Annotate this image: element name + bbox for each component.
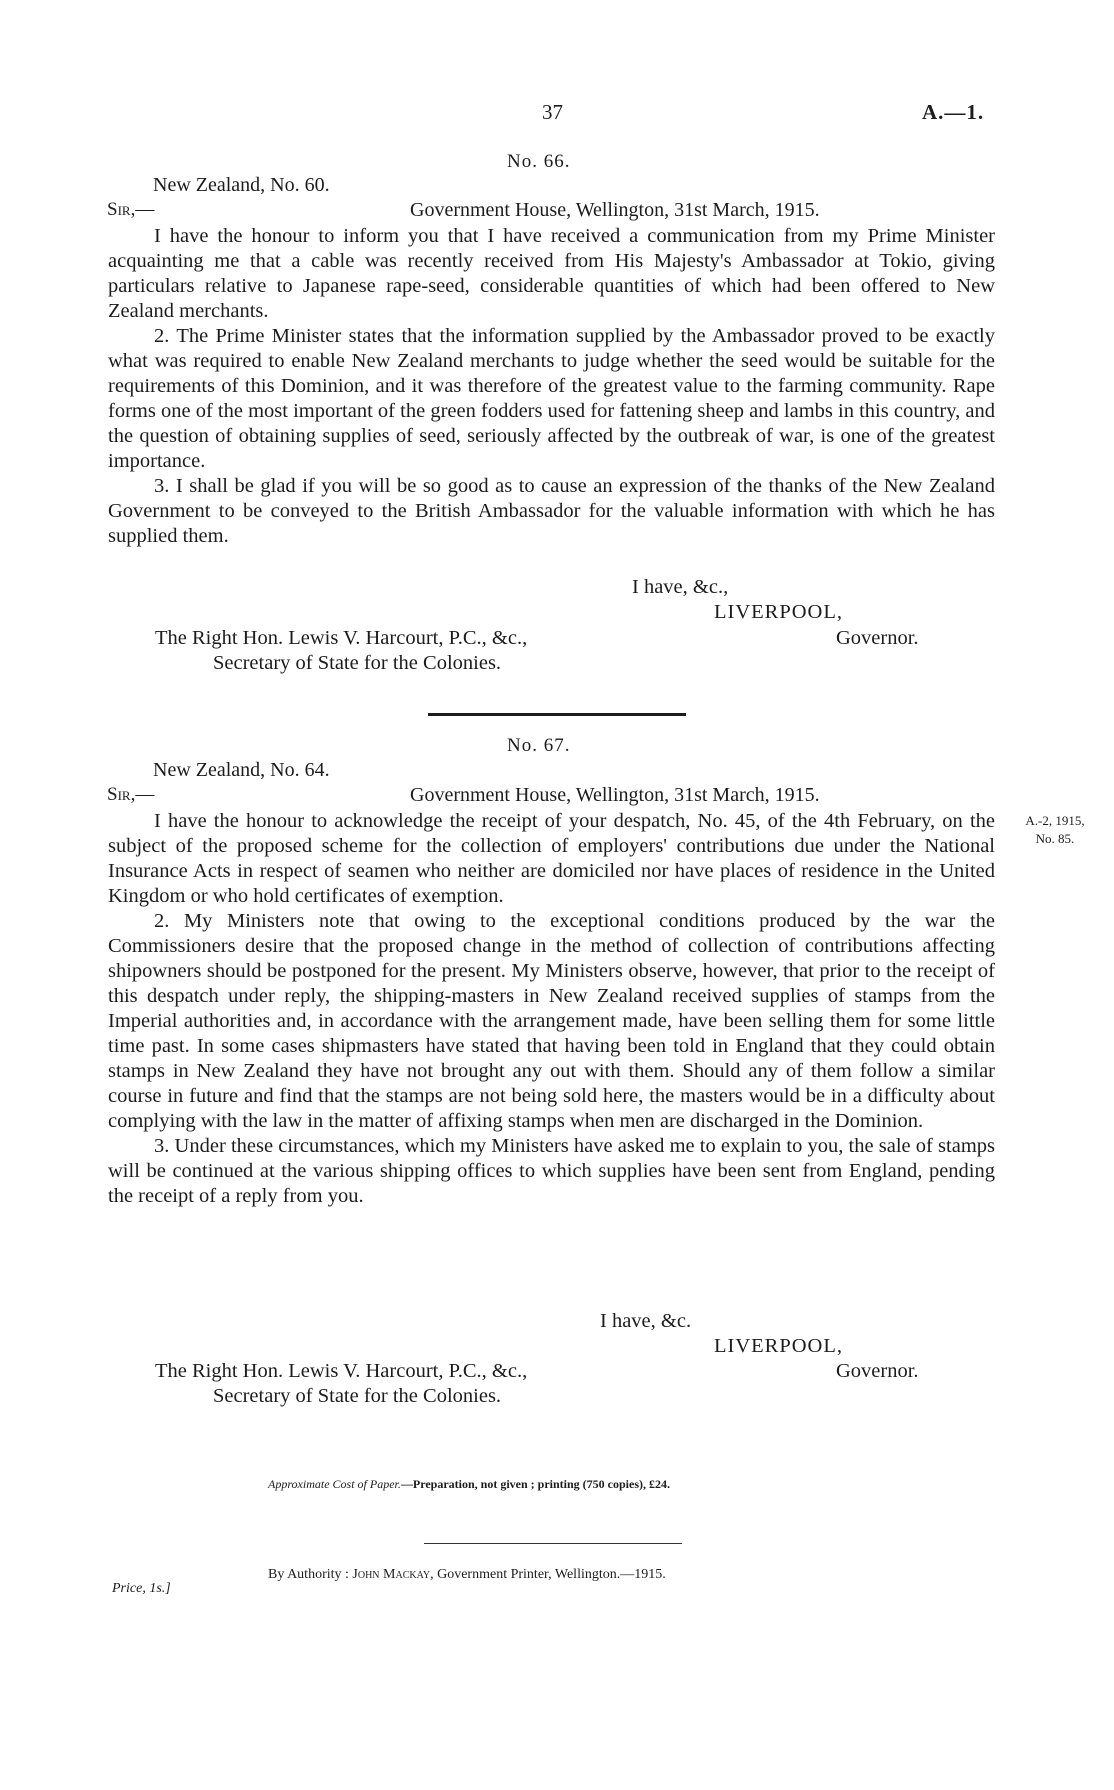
letter-66-signature: LIVERPOOL,: [714, 601, 844, 623]
letter-67-recipient-office: Secretary of State for the Colonies.: [213, 1385, 502, 1407]
letter-66-number: No. 66.: [507, 151, 571, 172]
letter-67-reference: New Zealand, No. 64.: [153, 759, 330, 781]
authority-prefix: By Authority :: [268, 1567, 349, 1582]
letter-66-paragraph-3: 3. I shall be glad if you will be so good as to cause an expression of the thanks of the New Zealand Government to be conveyed to the British Ambassador for the valuable information with which he has supplied them.: [108, 475, 995, 547]
letter-67-paragraph-1: I have the honour to acknowledge the receipt of your despatch, No. 45, of the 4th February, on the subject of the proposed scheme for the collection of employers' contributions due under the National Insurance Acts in respect of seamen who neither are domiciled nor have places of residence in the United Kingdom or who hold certificates of exemption.: [108, 810, 995, 907]
margin-reference-line-1: A.-2, 1915,: [1025, 813, 1085, 828]
margin-reference: [1000, 812, 1110, 848]
price-note: Price, 1s.]: [112, 1581, 171, 1596]
letter-67-address: Government House, Wellington, 31st March, 1915.: [410, 784, 820, 806]
letter-66-body: [108, 224, 995, 549]
letter-66-salutation: Sir,—: [107, 199, 155, 220]
footer-rule: [424, 1543, 682, 1544]
series-code: A.—1.: [922, 100, 985, 124]
letter-66-reference: New Zealand, No. 60.: [153, 174, 330, 196]
letter-67-body: [108, 809, 995, 1209]
section-divider: [428, 713, 686, 716]
printer-authority: [268, 1567, 666, 1583]
letter-66-governor-title: Governor.: [836, 627, 919, 649]
letter-67-governor-title: Governor.: [836, 1360, 919, 1382]
letter-66-recipient-office: Secretary of State for the Colonies.: [213, 652, 502, 674]
letter-66-paragraph-2: 2. The Prime Minister states that the information supplied by the Ambassador proved to be exactly what was required to enable New Zealand merchants to judge whether the seed would be suitable for the requirements of this Dominion, and it was therefore of the greatest value to the farming community. Rape forms one of the most important of the green fodders used for fattening sheep and lambs in this country, and the question of obtaining supplies of seed, seriously affected by the outbreak of war, is one of the greatest importance.: [108, 325, 995, 472]
cost-note-label: Approximate Cost of Paper.: [268, 1477, 401, 1491]
authority-suffix: Government Printer, Wellington.—1915.: [437, 1567, 666, 1582]
printer-name: John Mackay,: [352, 1567, 434, 1582]
letter-67-closing: I have, &c.: [600, 1310, 692, 1332]
letter-67-paragraph-3: 3. Under these circumstances, which my Ministers have asked me to explain to you, the sale of stamps will be continued at the various shipping offices to which supplies have been sent from England, pending the receipt of a reply from you.: [108, 1135, 995, 1207]
cost-note-text: —Preparation, not given ; printing (750 copies), £24.: [400, 1477, 670, 1491]
letter-66-recipient: The Right Hon. Lewis V. Harcourt, P.C., &c.,: [155, 627, 528, 649]
letter-67-salutation: Sir,—: [107, 784, 155, 805]
letter-67-paragraph-2: 2. My Ministers note that owing to the exceptional conditions produced by the war the Commissioners desire that the proposed change in the method of collection of contributions affecting shipowners should be postponed for the present. My Ministers observe, however, that prior to the receipt of this despatch under reply, the shipping-masters in New Zealand received supplies of stamps from the Imperial authorities and, in accordance with the arrangement made, have been selling them for some little time past. In some cases shipmasters have stated that having been told in England that they could obtain stamps in New Zealand they have not brought any out with them. Should any of them follow a similar course in future and find that the stamps are not being sold here, the masters would be in a difficulty about complying with the law in the matter of affixing stamps when men are discharged in the Dominion.: [108, 910, 995, 1132]
letter-67-recipient: The Right Hon. Lewis V. Harcourt, P.C., &c.,: [155, 1360, 528, 1382]
letter-66-paragraph-1: I have the honour to inform you that I have received a communication from my Prime Minister acquainting me that a cable was recently received from His Majesty's Ambassador at Tokio, giving particulars relative to Japanese rape-seed, considerable quantities of which had been offered to New Zealand merchants.: [108, 225, 995, 322]
page-number: 37: [542, 100, 563, 124]
cost-of-paper-note: [268, 1477, 670, 1492]
letter-66-closing: I have, &c.,: [632, 576, 729, 598]
margin-reference-line-2: No. 85.: [1035, 831, 1075, 846]
letter-67-number: No. 67.: [507, 735, 571, 756]
letter-66-address: Government House, Wellington, 31st March, 1915.: [410, 199, 820, 221]
letter-67-signature: LIVERPOOL,: [714, 1335, 844, 1357]
